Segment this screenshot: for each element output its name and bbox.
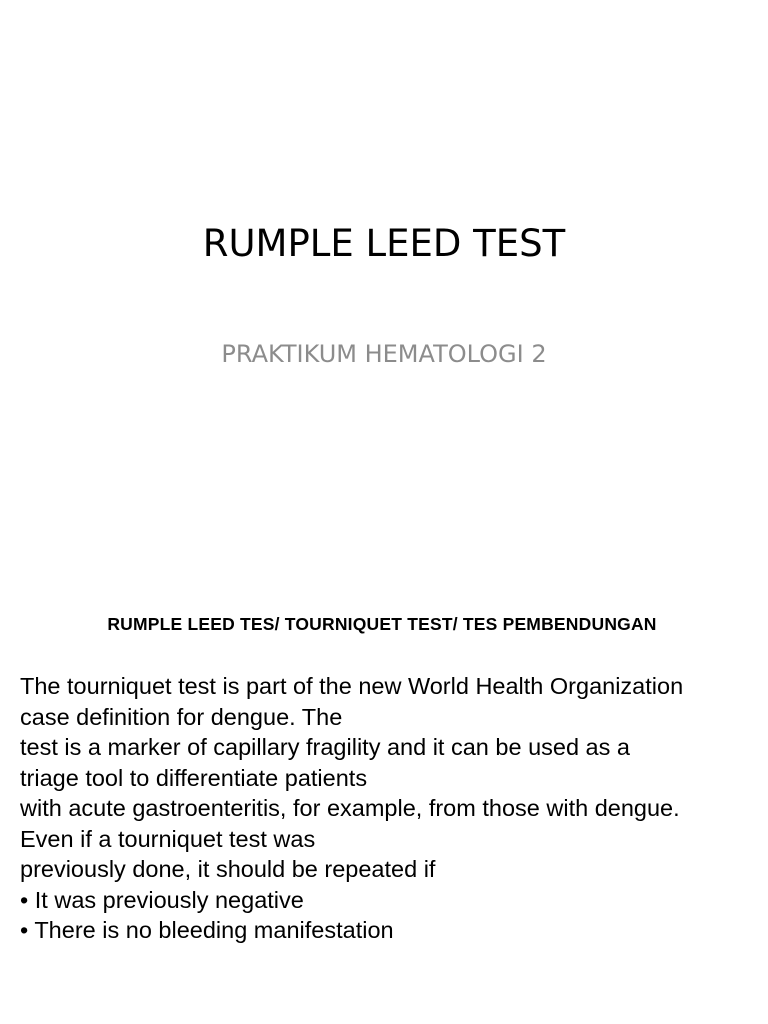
body-line: The tourniquet test is part of the new World Health Organization xyxy=(20,673,684,699)
slide-title: RUMPLE LEED TEST xyxy=(202,222,566,265)
body-line: case definition for dengue. The xyxy=(20,703,343,730)
body-line: with acute gastroenteritis, for example, from those with dengue. xyxy=(20,795,680,821)
body-line: previously done, it should be repeated if xyxy=(20,856,436,882)
body-line: test is a marker of capillary fragility and it can be used as a xyxy=(20,734,630,760)
bullet-item: • It was previously negative xyxy=(20,886,304,913)
slide-subtitle: PRAKTIKUM HEMATOLOGI 2 xyxy=(221,340,547,368)
bullet-item: • There is no bleeding manifestation xyxy=(20,917,394,943)
body-line: triage tool to differentiate patients xyxy=(20,764,368,791)
content-body xyxy=(20,671,760,946)
content-heading: RUMPLE LEED TES/ TOURNIQUET TEST/ TES PEMBENDUNGAN xyxy=(107,614,657,634)
body-line: Even if a tourniquet test was xyxy=(20,825,316,852)
content-slide xyxy=(0,576,768,1024)
